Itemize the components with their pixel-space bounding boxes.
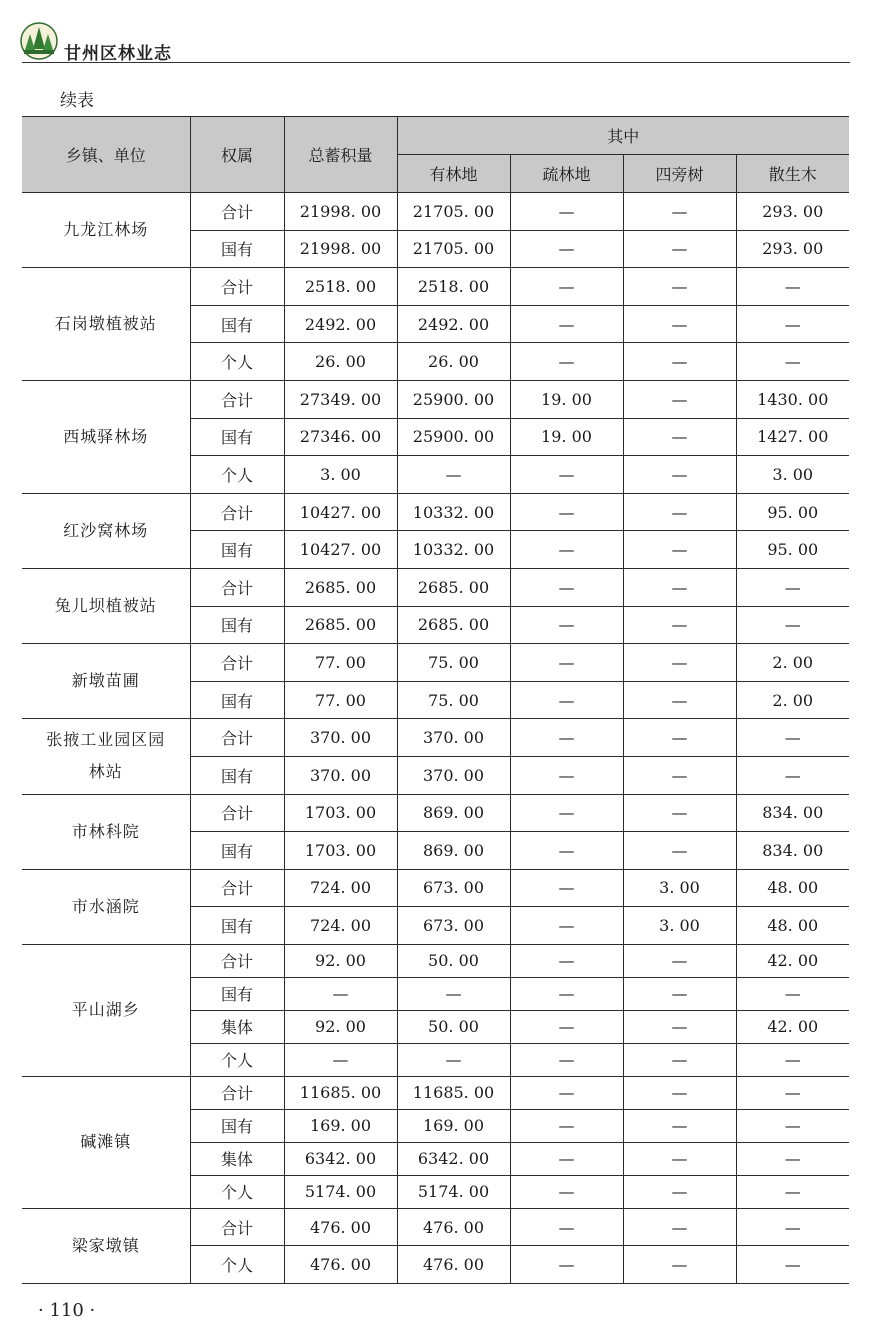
ownership-cell: 国有 <box>190 832 284 870</box>
fourside-cell: — <box>623 944 736 977</box>
ownership-cell: 合计 <box>190 380 284 418</box>
scattered-cell: — <box>736 977 849 1010</box>
ownership-cell: 合计 <box>190 794 284 832</box>
total-cell: 27346. 00 <box>284 418 397 456</box>
sparse-cell: — <box>510 1010 623 1043</box>
sparse-cell: — <box>510 531 623 569</box>
total-cell: 26. 00 <box>284 343 397 381</box>
ownership-cell: 合计 <box>190 493 284 531</box>
fourside-cell: — <box>623 343 736 381</box>
forest-cell: 2685. 00 <box>397 606 510 644</box>
unit-cell: 梁家墩镇 <box>22 1208 190 1283</box>
unit-cell: 新墩苗圃 <box>22 644 190 719</box>
scattered-cell: — <box>736 1246 849 1284</box>
ownership-cell: 合计 <box>190 869 284 907</box>
col-header-total: 总蓄积量 <box>284 117 397 193</box>
ownership-cell: 合计 <box>190 193 284 231</box>
total-cell: 77. 00 <box>284 644 397 682</box>
scattered-cell: — <box>736 305 849 343</box>
forest-cell: — <box>397 1043 510 1076</box>
fourside-cell: — <box>623 305 736 343</box>
table-row <box>22 193 849 231</box>
fourside-cell: — <box>623 418 736 456</box>
scattered-cell: 1430. 00 <box>736 380 849 418</box>
unit-cell: 市林科院 <box>22 794 190 869</box>
ownership-cell: 集体 <box>190 1142 284 1175</box>
scattered-cell: — <box>736 568 849 606</box>
total-cell: 77. 00 <box>284 681 397 719</box>
scattered-cell: 48. 00 <box>736 907 849 945</box>
forest-cell: 2518. 00 <box>397 268 510 306</box>
total-cell: 1703. 00 <box>284 832 397 870</box>
sparse-cell: 19. 00 <box>510 380 623 418</box>
fourside-cell: 3. 00 <box>623 869 736 907</box>
total-cell: 21998. 00 <box>284 230 397 268</box>
fourside-cell: — <box>623 493 736 531</box>
fourside-cell: — <box>623 1142 736 1175</box>
forest-cell: 10332. 00 <box>397 493 510 531</box>
table-row <box>22 644 849 682</box>
forest-cell: 50. 00 <box>397 944 510 977</box>
scattered-cell: 42. 00 <box>736 944 849 977</box>
forest-cell: 2685. 00 <box>397 568 510 606</box>
ownership-cell: 个人 <box>190 343 284 381</box>
total-cell: — <box>284 1043 397 1076</box>
sparse-cell: — <box>510 343 623 381</box>
table-row <box>22 493 849 531</box>
fourside-cell: — <box>623 977 736 1010</box>
forest-cell: 11685. 00 <box>397 1076 510 1109</box>
scattered-cell: 3. 00 <box>736 456 849 494</box>
ownership-cell: 合计 <box>190 268 284 306</box>
ownership-cell: 国有 <box>190 230 284 268</box>
fourside-cell: — <box>623 1208 736 1246</box>
total-cell: 6342. 00 <box>284 1142 397 1175</box>
scattered-cell: — <box>736 1142 849 1175</box>
forest-cell: 21705. 00 <box>397 230 510 268</box>
sparse-cell: — <box>510 719 623 757</box>
scattered-cell: 1427. 00 <box>736 418 849 456</box>
scattered-cell: 95. 00 <box>736 531 849 569</box>
total-cell: 476. 00 <box>284 1246 397 1284</box>
fourside-cell: — <box>623 832 736 870</box>
table-row <box>22 268 849 306</box>
ownership-cell: 国有 <box>190 756 284 794</box>
forest-cell: 50. 00 <box>397 1010 510 1043</box>
ownership-cell: 集体 <box>190 1010 284 1043</box>
scattered-cell: 834. 00 <box>736 832 849 870</box>
forest-cell: — <box>397 977 510 1010</box>
col-header-ownership: 权属 <box>190 117 284 193</box>
forest-cell: 370. 00 <box>397 756 510 794</box>
sparse-cell: — <box>510 493 623 531</box>
fourside-cell: — <box>623 1043 736 1076</box>
sparse-cell: 19. 00 <box>510 418 623 456</box>
forest-cell: 6342. 00 <box>397 1142 510 1175</box>
total-cell: 724. 00 <box>284 907 397 945</box>
sparse-cell: — <box>510 869 623 907</box>
total-cell: 92. 00 <box>284 1010 397 1043</box>
sparse-cell: — <box>510 977 623 1010</box>
unit-cell: 市水涵院 <box>22 869 190 944</box>
scattered-cell: 834. 00 <box>736 794 849 832</box>
col-header-group: 其中 <box>397 117 849 155</box>
fourside-cell: — <box>623 794 736 832</box>
table-row <box>22 1208 849 1246</box>
sparse-cell: — <box>510 832 623 870</box>
book-title: 甘州区林业志 <box>64 44 172 64</box>
total-cell: 370. 00 <box>284 719 397 757</box>
sparse-cell: — <box>510 756 623 794</box>
fourside-cell: — <box>623 756 736 794</box>
ownership-cell: 国有 <box>190 681 284 719</box>
sparse-cell: — <box>510 794 623 832</box>
forest-cell: 10332. 00 <box>397 531 510 569</box>
sparse-cell: — <box>510 193 623 231</box>
ownership-cell: 合计 <box>190 1076 284 1109</box>
sparse-cell: — <box>510 230 623 268</box>
ownership-cell: 国有 <box>190 305 284 343</box>
forest-cell: 869. 00 <box>397 832 510 870</box>
forest-cell: 476. 00 <box>397 1208 510 1246</box>
fourside-cell: — <box>623 1175 736 1208</box>
table-body <box>22 193 849 1284</box>
ownership-cell: 合计 <box>190 944 284 977</box>
unit-cell: 张掖工业园区园林站 <box>22 719 190 794</box>
col-header-unit: 乡镇、单位 <box>22 117 190 193</box>
ownership-cell: 国有 <box>190 1109 284 1142</box>
table-row <box>22 719 849 757</box>
total-cell: 724. 00 <box>284 869 397 907</box>
ownership-cell: 合计 <box>190 644 284 682</box>
scattered-cell: 95. 00 <box>736 493 849 531</box>
forest-cell: 869. 00 <box>397 794 510 832</box>
total-cell: 5174. 00 <box>284 1175 397 1208</box>
forest-cell: 26. 00 <box>397 343 510 381</box>
unit-cell: 碱滩镇 <box>22 1076 190 1208</box>
fourside-cell: — <box>623 380 736 418</box>
total-cell: 2685. 00 <box>284 568 397 606</box>
fourside-cell: 3. 00 <box>623 907 736 945</box>
col-header-scattered: 散生木 <box>736 155 849 193</box>
unit-cell: 西城驿林场 <box>22 380 190 493</box>
sparse-cell: — <box>510 644 623 682</box>
table-row <box>22 794 849 832</box>
scattered-cell: — <box>736 1043 849 1076</box>
ownership-cell: 国有 <box>190 977 284 1010</box>
unit-cell: 九龙江林场 <box>22 193 190 268</box>
sparse-cell: — <box>510 944 623 977</box>
scattered-cell: — <box>736 268 849 306</box>
forest-cell: 5174. 00 <box>397 1175 510 1208</box>
sparse-cell: — <box>510 1109 623 1142</box>
fourside-cell: — <box>623 193 736 231</box>
total-cell: 2518. 00 <box>284 268 397 306</box>
total-cell: 169. 00 <box>284 1109 397 1142</box>
total-cell: 10427. 00 <box>284 493 397 531</box>
table-caption: 续表 <box>60 91 94 111</box>
forest-cell: 169. 00 <box>397 1109 510 1142</box>
ownership-cell: 合计 <box>190 719 284 757</box>
table-row <box>22 568 849 606</box>
scattered-cell: — <box>736 1076 849 1109</box>
ownership-cell: 国有 <box>190 418 284 456</box>
fourside-cell: — <box>623 456 736 494</box>
unit-cell: 平山湖乡 <box>22 944 190 1076</box>
ownership-cell: 合计 <box>190 1208 284 1246</box>
sparse-cell: — <box>510 1076 623 1109</box>
forest-cell: 75. 00 <box>397 644 510 682</box>
fourside-cell: — <box>623 1246 736 1284</box>
total-cell: 3. 00 <box>284 456 397 494</box>
ownership-cell: 国有 <box>190 531 284 569</box>
forest-cell: 25900. 00 <box>397 380 510 418</box>
sparse-cell: — <box>510 606 623 644</box>
ownership-cell: 个人 <box>190 1043 284 1076</box>
ownership-cell: 国有 <box>190 606 284 644</box>
sparse-cell: — <box>510 305 623 343</box>
total-cell: 27349. 00 <box>284 380 397 418</box>
fourside-cell: — <box>623 268 736 306</box>
sparse-cell: — <box>510 1208 623 1246</box>
scattered-cell: — <box>736 1109 849 1142</box>
total-cell: 1703. 00 <box>284 794 397 832</box>
fourside-cell: — <box>623 606 736 644</box>
total-cell: 370. 00 <box>284 756 397 794</box>
fourside-cell: — <box>623 681 736 719</box>
forest-trees-logo-icon <box>20 22 58 60</box>
scattered-cell: 48. 00 <box>736 869 849 907</box>
sparse-cell: — <box>510 907 623 945</box>
fourside-cell: — <box>623 531 736 569</box>
table-row <box>22 944 849 977</box>
col-header-sparse: 疏林地 <box>510 155 623 193</box>
scattered-cell: 293. 00 <box>736 230 849 268</box>
scattered-cell: — <box>736 343 849 381</box>
scattered-cell: — <box>736 1175 849 1208</box>
ownership-cell: 合计 <box>190 568 284 606</box>
sparse-cell: — <box>510 568 623 606</box>
scattered-cell: 2. 00 <box>736 681 849 719</box>
forest-cell: 673. 00 <box>397 907 510 945</box>
scattered-cell: 293. 00 <box>736 193 849 231</box>
total-cell: 92. 00 <box>284 944 397 977</box>
table-row <box>22 1076 849 1109</box>
sparse-cell: — <box>510 1246 623 1284</box>
page-header <box>20 22 850 64</box>
sparse-cell: — <box>510 456 623 494</box>
ownership-cell: 个人 <box>190 456 284 494</box>
fourside-cell: — <box>623 1076 736 1109</box>
page-number: · 110 · <box>38 1300 96 1321</box>
table-row <box>22 869 849 907</box>
total-cell: — <box>284 977 397 1010</box>
forest-cell: 25900. 00 <box>397 418 510 456</box>
scattered-cell: — <box>736 719 849 757</box>
fourside-cell: — <box>623 719 736 757</box>
total-cell: 2685. 00 <box>284 606 397 644</box>
total-cell: 11685. 00 <box>284 1076 397 1109</box>
fourside-cell: — <box>623 568 736 606</box>
forest-cell: 2492. 00 <box>397 305 510 343</box>
col-header-fourside: 四旁树 <box>623 155 736 193</box>
forest-cell: 21705. 00 <box>397 193 510 231</box>
total-cell: 10427. 00 <box>284 531 397 569</box>
total-cell: 21998. 00 <box>284 193 397 231</box>
header-rule <box>22 62 850 63</box>
forest-cell: 673. 00 <box>397 869 510 907</box>
scattered-cell: — <box>736 1208 849 1246</box>
table-row <box>22 380 849 418</box>
ownership-cell: 个人 <box>190 1246 284 1284</box>
total-cell: 2492. 00 <box>284 305 397 343</box>
sparse-cell: — <box>510 268 623 306</box>
data-table <box>22 116 849 1284</box>
total-cell: 476. 00 <box>284 1208 397 1246</box>
fourside-cell: — <box>623 1010 736 1043</box>
sparse-cell: — <box>510 1175 623 1208</box>
forest-cell: — <box>397 456 510 494</box>
unit-cell: 石岗墩植被站 <box>22 268 190 381</box>
scattered-cell: 42. 00 <box>736 1010 849 1043</box>
sparse-cell: — <box>510 1043 623 1076</box>
forest-cell: 75. 00 <box>397 681 510 719</box>
forest-cell: 476. 00 <box>397 1246 510 1284</box>
sparse-cell: — <box>510 1142 623 1175</box>
sparse-cell: — <box>510 681 623 719</box>
ownership-cell: 国有 <box>190 907 284 945</box>
scattered-cell: — <box>736 756 849 794</box>
unit-cell: 红沙窝林场 <box>22 493 190 568</box>
col-header-forest: 有林地 <box>397 155 510 193</box>
ownership-cell: 个人 <box>190 1175 284 1208</box>
fourside-cell: — <box>623 1109 736 1142</box>
scattered-cell: 2. 00 <box>736 644 849 682</box>
forest-cell: 370. 00 <box>397 719 510 757</box>
unit-cell: 兔儿坝植被站 <box>22 568 190 643</box>
scattered-cell: — <box>736 606 849 644</box>
fourside-cell: — <box>623 230 736 268</box>
fourside-cell: — <box>623 644 736 682</box>
